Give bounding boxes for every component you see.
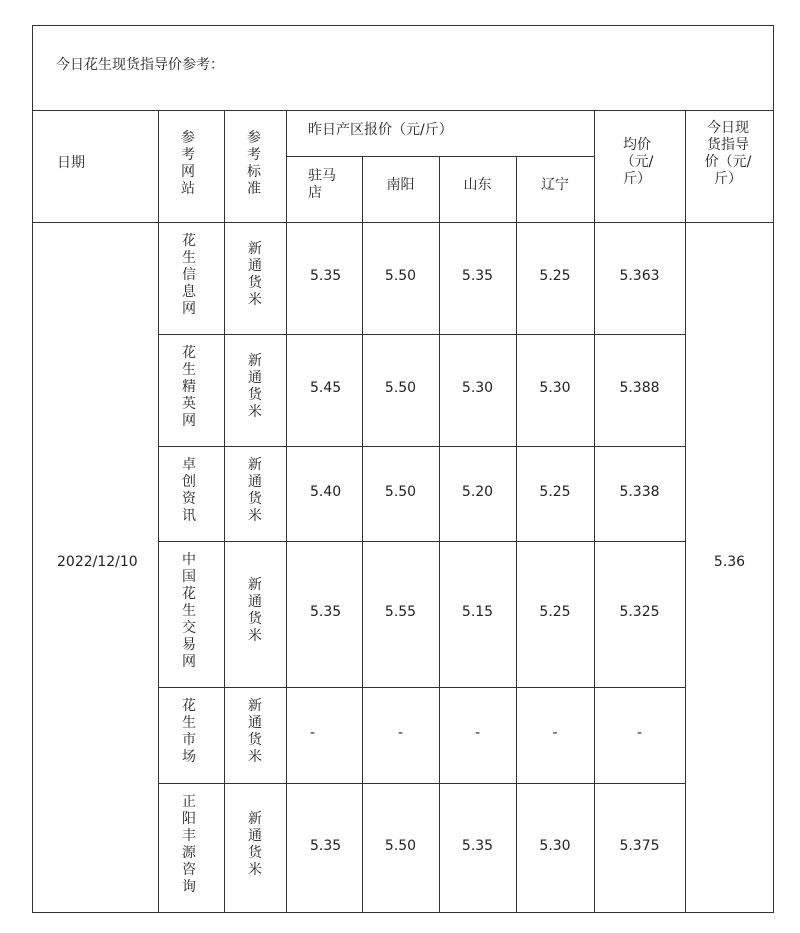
standard-cell: 新通货米 <box>248 456 262 524</box>
value-cell-zmd: - <box>310 725 316 741</box>
date-cell: 2022/12/10 <box>57 554 138 570</box>
table-title: 今日花生现货指导价参考： <box>56 57 224 73</box>
row-divider <box>158 446 685 447</box>
site-cell: 花生市场 <box>182 698 196 765</box>
value-cell-avg: 5.325 <box>619 604 660 620</box>
standard-cell: 新通货米 <box>248 811 262 878</box>
standard-cell: 新通货米 <box>248 241 262 308</box>
value-cell-ln: 5.25 <box>539 483 571 500</box>
value-cell-avg: 5.388 <box>619 380 660 396</box>
header-zhumadian: 驻马店 <box>308 168 336 201</box>
value-cell-avg: 5.363 <box>619 268 660 284</box>
value-cell-ny: 5.55 <box>384 604 417 620</box>
header-shandong: 山东 <box>463 177 492 193</box>
header-liaoning: 辽宁 <box>541 177 569 193</box>
value-cell-zmd: 5.35 <box>310 604 342 620</box>
header-divider <box>32 222 774 223</box>
row-divider <box>158 334 685 335</box>
header-avg: 均价（元/斤） <box>620 137 654 187</box>
value-cell-avg: 5.338 <box>619 483 660 500</box>
value-cell-ny: - <box>397 725 404 741</box>
col-divider <box>594 110 595 913</box>
title-divider <box>32 110 774 111</box>
value-cell-ln: 5.25 <box>539 268 571 284</box>
value-cell-sd: 5.35 <box>461 838 494 854</box>
site-cell: 中国花生交易网 <box>182 551 196 670</box>
header-guide: 今日现货指导价（元/斤） <box>704 120 752 187</box>
col-divider <box>685 110 686 913</box>
value-cell-avg: - <box>636 725 643 741</box>
standard-cell: 新通货米 <box>248 353 262 420</box>
site-cell: 卓创资讯 <box>182 456 196 524</box>
value-cell-zmd: 5.35 <box>310 268 342 284</box>
subheader-divider <box>286 156 594 157</box>
header-nanyang: 南阳 <box>386 177 415 193</box>
value-cell-zmd: 5.35 <box>310 838 342 854</box>
value-cell-ny: 5.50 <box>384 268 417 284</box>
col-divider <box>224 110 225 913</box>
value-cell-avg: 5.375 <box>619 838 660 854</box>
header-site: 参考网站 <box>181 130 195 197</box>
value-cell-ny: 5.50 <box>384 838 417 854</box>
value-cell-ln: 5.30 <box>539 380 571 396</box>
value-cell-ln: 5.30 <box>539 838 571 854</box>
site-cell: 花生信息网 <box>182 232 196 317</box>
row-divider <box>158 783 685 784</box>
value-cell-sd: 5.35 <box>461 268 494 284</box>
col-divider <box>158 110 159 913</box>
col-divider <box>286 110 287 913</box>
value-cell-sd: 5.15 <box>461 604 494 620</box>
header-price-group: 昨日产区报价（元/斤） <box>308 122 453 138</box>
value-cell-ln: 5.25 <box>539 604 571 620</box>
value-cell-zmd: 5.40 <box>310 483 342 500</box>
value-cell-ln: - <box>552 725 558 741</box>
price-table <box>32 25 774 913</box>
standard-cell: 新通货米 <box>248 698 262 765</box>
site-cell: 花生精英网 <box>182 344 196 429</box>
value-cell-sd: 5.20 <box>461 483 494 500</box>
value-cell-sd: 5.30 <box>461 380 494 396</box>
value-cell-zmd: 5.45 <box>310 380 342 396</box>
value-cell-ny: 5.50 <box>384 380 417 396</box>
standard-cell: 新通货米 <box>248 577 262 644</box>
row-divider <box>158 541 685 542</box>
header-date: 日期 <box>57 155 85 171</box>
guide-price-cell: 5.36 <box>713 554 746 570</box>
row-divider <box>158 687 685 688</box>
header-standard: 参考标准 <box>247 130 261 197</box>
value-cell-sd: - <box>474 725 481 741</box>
site-cell: 正阳丰源咨询 <box>182 794 196 895</box>
value-cell-ny: 5.50 <box>384 483 417 500</box>
